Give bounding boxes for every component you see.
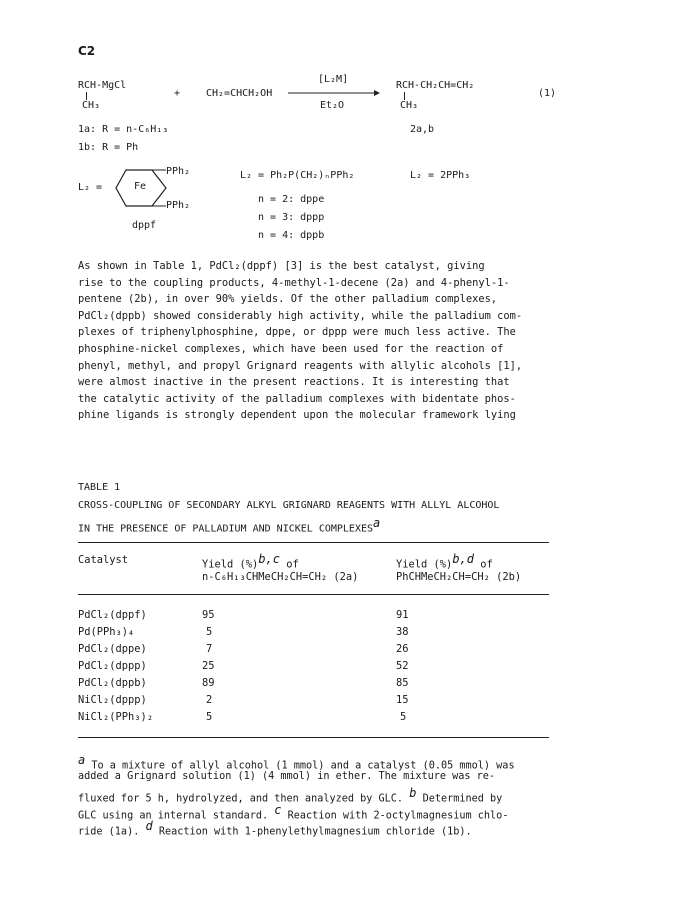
col-header-2a-formula: n-C₆H₁₃CHMeCH₂CH=CH₂ (2a): [202, 571, 359, 583]
plus-sign: +: [174, 88, 181, 99]
table-caption-line1: CROSS-COUPLING OF SECONDARY ALKYL GRIGNARD REAGENTS WITH ALLYL ALCOHOL: [78, 500, 500, 511]
cell-yield-2b: 5: [400, 711, 407, 723]
product-bond: [404, 92, 405, 100]
cell-yield-2a: 25: [202, 660, 215, 672]
body-line: As shown in Table 1, PdCl₂(dppf) [3] is the best catalyst, giving: [78, 260, 485, 272]
allyl-alcohol: CH₂=CHCH₂OH: [206, 88, 273, 99]
ligand-dppp: n = 3: dppp: [258, 212, 325, 223]
body-paragraph: [78, 258, 548, 424]
body-line: phine ligands is strongly dependent upon the molecular framework lying: [78, 409, 516, 422]
ferrocene-fe: Fe: [134, 181, 147, 192]
body-line: were almost inactive in the present reactions. It is interesting that: [78, 376, 510, 389]
body-line: PdCl₂(dppb) showed considerably high activity, while the palladium com-: [78, 309, 523, 322]
body-line: plexes of triphenylphosphine, dppe, or dppp were much less active. The: [78, 326, 516, 339]
cell-yield-2a: 89: [202, 677, 215, 689]
cell-yield-2a: 2: [206, 694, 213, 706]
catalyst-label: [L₂M]: [318, 74, 349, 85]
footnote-line: fluxed for 5 h, hydrolyzed, and then analyzed by GLC. $^b$ Determined by: [78, 786, 503, 805]
reactant-formula: RCH-MgCl: [78, 80, 127, 91]
table-label: TABLE 1: [78, 482, 121, 493]
l2-bisphosphine: L₂ = Ph₂P(CH₂)ₙPPh₂: [240, 170, 355, 181]
col-header-2a: Yield (%)$^{b,c}$ of: [202, 552, 299, 571]
body-line: phenyl, methyl, and propyl Grignard reagents with allylic alcohols [1],: [78, 359, 523, 372]
page-header: C2: [78, 44, 96, 58]
cell-catalyst: PdCl₂(dppp): [78, 660, 147, 672]
label-1b: 1b: R = Ph: [78, 142, 139, 153]
footnote-line: added a Grignard solution (1) (4 mmol) in ether. The mixture was re-: [78, 770, 496, 782]
cell-catalyst: PdCl₂(dppb): [78, 677, 147, 689]
table-footnotes: [78, 752, 550, 838]
footnote-line: ride (1a). $^d$ Reaction with 1-phenylethylmagnesium chloride (1b).: [78, 819, 472, 838]
cell-yield-2a: 5: [206, 626, 213, 638]
reactant-bond: [86, 92, 87, 100]
cell-catalyst: PdCl₂(dppf): [78, 609, 147, 621]
table-top-rule: [78, 542, 549, 543]
body-line: phosphine-nickel complexes, which have been used for the reaction of: [78, 342, 504, 355]
cell-catalyst: NiCl₂(dppp): [78, 694, 147, 706]
cell-yield-2b: 85: [396, 677, 409, 689]
body-line: the catalytic activity of the palladium complexes with bidentate phos-: [78, 392, 516, 405]
label-1a: 1a: R = n-C₆H₁₃: [78, 124, 169, 135]
body-line: pentene (2b), in over 90% yields. Of the other palladium complexes,: [78, 293, 498, 306]
pph2-top: PPh₂: [166, 166, 191, 177]
l2-triphenylphosphine: L₂ = 2PPh₃: [410, 170, 471, 181]
product-label: 2a,b: [410, 124, 435, 135]
footnote-line: GLC using an internal standard. $^c$ Reaction with 2-octylmagnesium chlo-: [78, 802, 509, 821]
dppf-label: dppf: [132, 220, 157, 231]
col-header-catalyst: Catalyst: [78, 554, 129, 566]
col-header-2b: Yield (%)$^{b,d}$ of: [396, 552, 493, 571]
cell-catalyst: NiCl₂(PPh₃)₂: [78, 711, 154, 723]
cell-yield-2b: 91: [396, 609, 409, 621]
ligand-dppb: n = 4: dppb: [258, 230, 325, 241]
body-line: rise to the coupling products, 4-methyl-1-decene (2a) and 4-phenyl-1-: [78, 276, 510, 289]
cell-yield-2a: 7: [206, 643, 213, 655]
product-branch: CH₃: [400, 100, 419, 111]
equation-number: (1): [538, 88, 557, 99]
pph2-bottom: PPh₂: [166, 200, 191, 211]
product-formula: RCH-CH₂CH=CH₂: [396, 80, 475, 91]
table-header-rule: [78, 594, 549, 595]
footnote-line: $^a$ To a mixture of allyl alcohol (1 mmol) and a catalyst (0.05 mmol) was: [78, 753, 515, 772]
cell-yield-2b: 26: [396, 643, 409, 655]
table-caption-line2: IN THE PRESENCE OF PALLADIUM AND NICKEL COMPLEXES$^a$: [78, 516, 381, 535]
ligand-dppe: n = 2: dppe: [258, 194, 325, 205]
cell-catalyst: Pd(PPh₃)₄: [78, 626, 135, 638]
cell-catalyst: PdCl₂(dppe): [78, 643, 147, 655]
cell-yield-2b: 38: [396, 626, 409, 638]
caption-footnote-mark: a: [373, 516, 381, 530]
solvent-label: Et₂O: [320, 100, 345, 111]
cell-yield-2b: 15: [396, 694, 409, 706]
l2-prefix: L₂ =: [78, 182, 103, 193]
reaction-arrow: [288, 88, 380, 98]
cell-yield-2b: 52: [396, 660, 409, 672]
table-bottom-rule: [78, 737, 549, 738]
reactant-branch: CH₃: [82, 100, 101, 111]
cell-yield-2a: 5: [206, 711, 213, 723]
col-header-2b-formula: PhCHMeCH₂CH=CH₂ (2b): [396, 571, 522, 583]
cell-yield-2a: 95: [202, 609, 215, 621]
